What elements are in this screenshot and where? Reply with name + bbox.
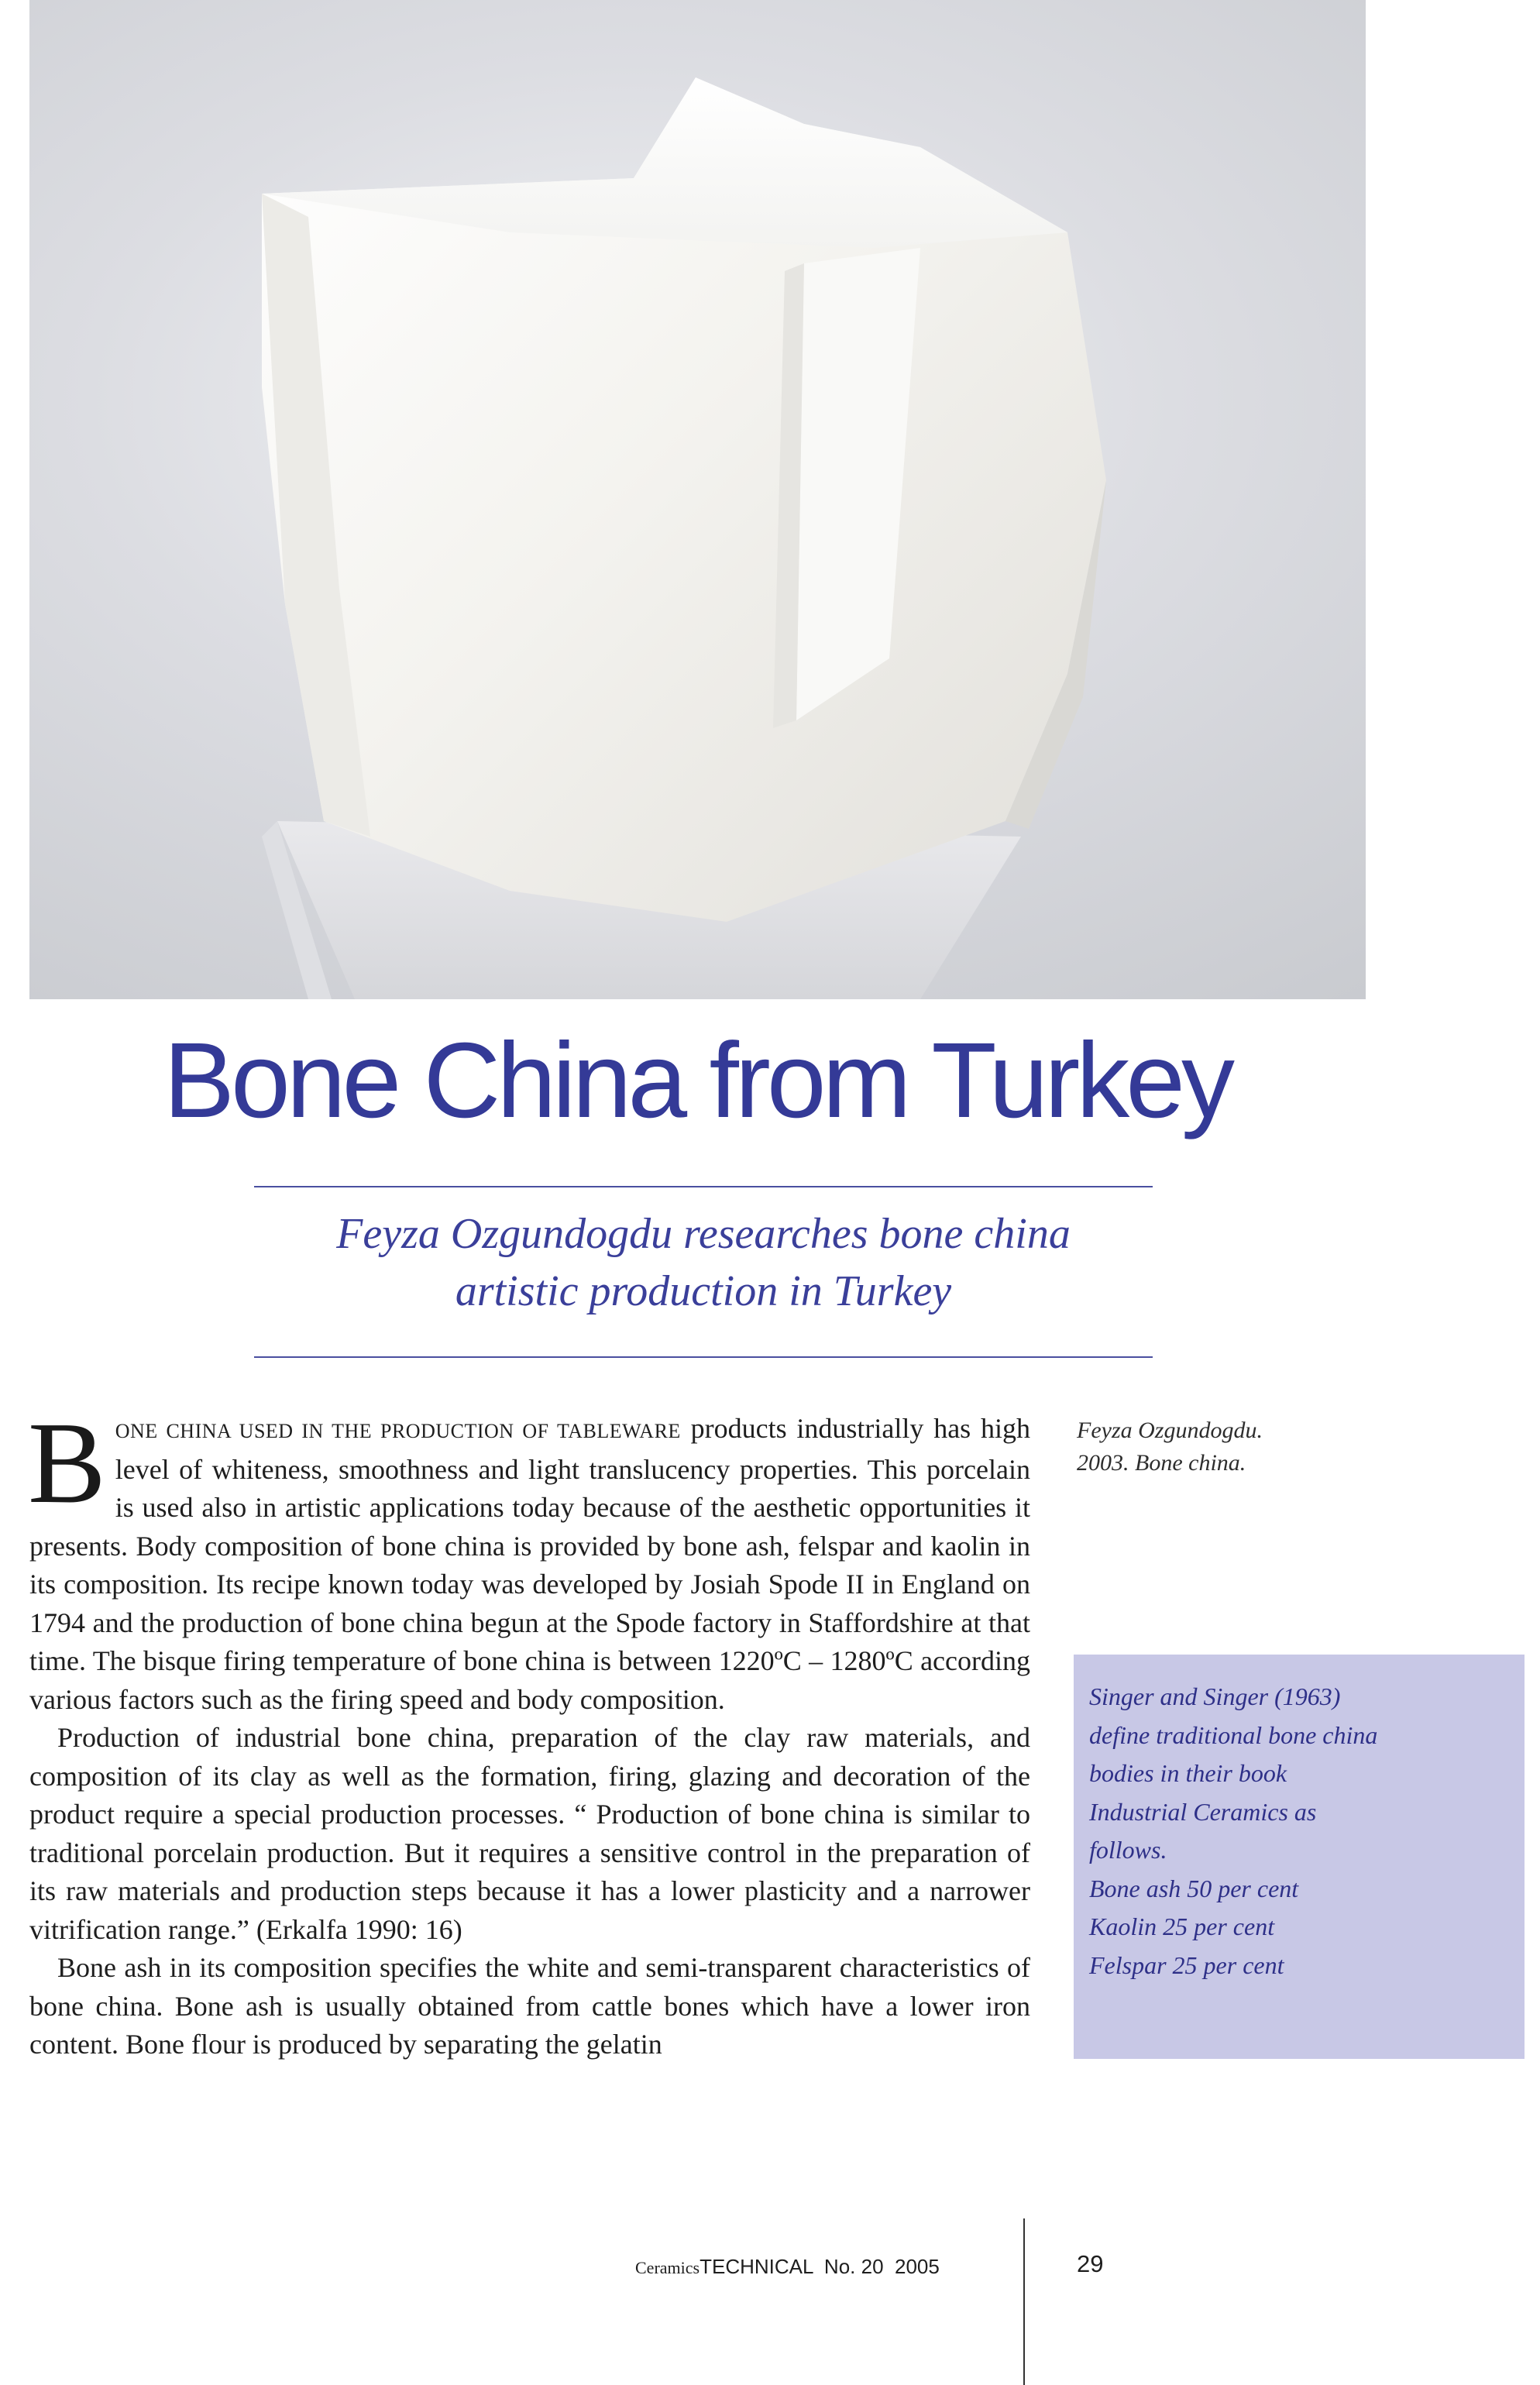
article-body [28,1397,1030,2064]
footer-issue-number: No. 20 2005 [813,2255,940,2278]
drop-cap: B [28,1397,106,1528]
body-paragraph-2: Production of industrial bone china, preparation of the clay raw materials, and composition of its clay as well as the formation, firing, glazing and decoration of the product require a special production processes. “ Production of bone china is similar to traditional porcelain production. But it requires a sensitive control in the preparation of its raw materials and production steps because it has a lower plasticity and a narrower vitrification range.” (Erkalfa 1990: 16) [29,1722,1030,1945]
article-subtitle [254,1205,1153,1320]
footer-issue [635,2255,940,2279]
body-paragraph-1 [28,1397,1030,1719]
sidebar-line: Singer and Singer (1963) [1089,1682,1341,1710]
subtitle-line-1: Feyza Ozgundogdu researches bone china [336,1210,1071,1258]
subtitle-line-2: artistic production in Turkey [455,1267,952,1315]
lead-in-smallcaps: ONE CHINA USED IN THE PRODUCTION OF TABLEWARE [115,1420,681,1442]
body-paragraph-3: Bone ash in its composition specifies the white and semi-transparent characteristics of bone china. Bone ash is usually obtained from cattle bones which have a lower iron content. Bone flour is produced by separating the gelatin [29,1952,1030,2060]
caption-line-2: 2003. Bone china. [1077,1450,1246,1476]
sidebar-line: Industrial Ceramics as [1089,1797,1317,1826]
sidebar-line: follows. [1089,1836,1167,1864]
footer-technical: TECHNICAL [700,2255,813,2278]
page-number: 29 [1077,2250,1104,2277]
paragraph-1-text: products industrially has high level of whiteness, smoothness and light translucency properties. This porcelain is used also in artistic applications today because of the aesthetic opportunities it presents. Body composition of bone china is provided by bone ash, felspar and kaolin in its composition. Its recipe known today was developed by Josiah Spode II in England on 1794 and the production of bone china begun at the Spode factory in Staffordshire at that time. The bisque firing temperature of bone china is between 1220ºC – 1280ºC according various factors such as the firing speed and body composition. [29,1413,1030,1715]
article-title: Bone China from Turkey [163,1021,1231,1140]
sidebar-line: Felspar 25 per cent [1089,1950,1284,1979]
bone-china-vessel-illustration [29,0,1366,999]
photo-caption [1077,1414,1402,1479]
sidebar-line: Kaolin 25 per cent [1089,1912,1275,1940]
sidebar-box [1074,1655,1525,2059]
sidebar-text [1074,1655,1525,1985]
sidebar-line: Bone ash 50 per cent [1089,1874,1299,1902]
sidebar-line: define traditional bone china [1089,1720,1378,1749]
sidebar-line: bodies in their book [1089,1759,1287,1787]
caption-line-1: Feyza Ozgundogdu. [1077,1418,1263,1443]
footer-divider [1023,2218,1025,2385]
subtitle-bottom-rule [254,1356,1153,1358]
footer-brand: Ceramics [635,2258,700,2277]
subtitle-top-rule [254,1186,1153,1187]
bone-china-photo [29,0,1366,999]
